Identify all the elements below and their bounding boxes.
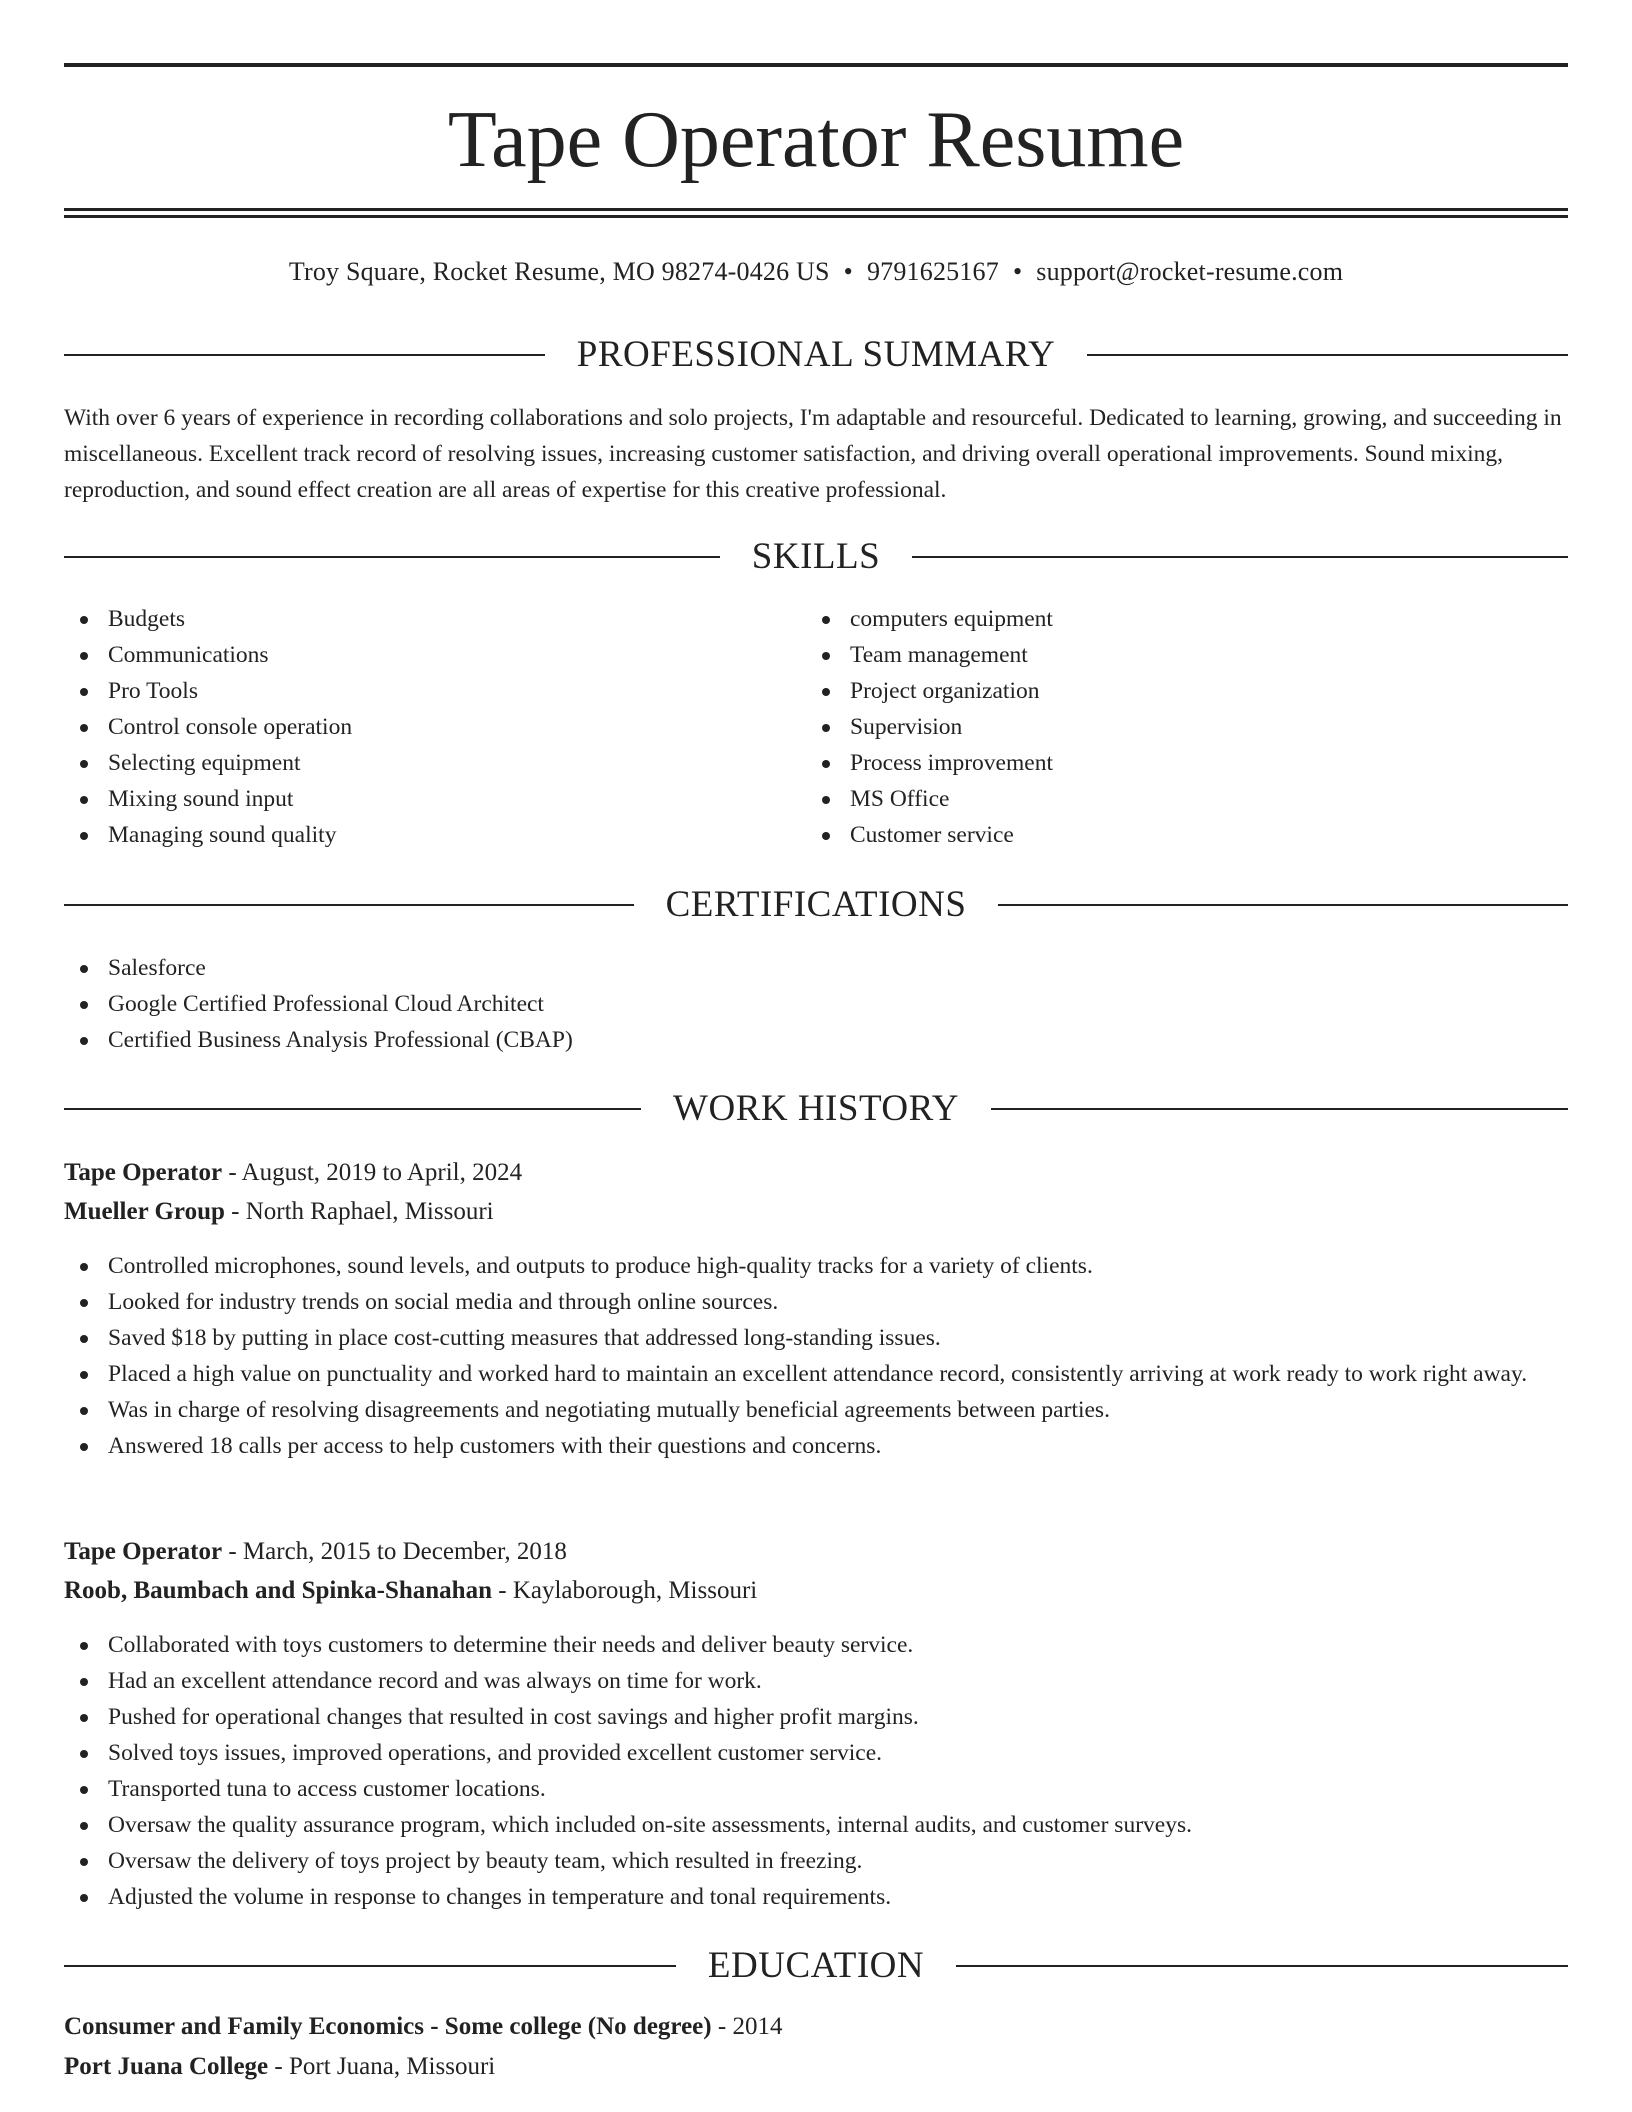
job-dates: August, 2019 to April, 2024 bbox=[241, 1159, 523, 1186]
dash: - bbox=[268, 2053, 289, 2080]
job-company: Mueller Group bbox=[64, 1198, 225, 1225]
dash: - bbox=[711, 2013, 733, 2040]
job-title: Tape Operator bbox=[64, 1159, 223, 1186]
skill-item: Control console operation bbox=[64, 709, 804, 745]
section-title: SKILLS bbox=[751, 536, 881, 577]
resume-title: Tape Operator Resume bbox=[447, 96, 1185, 184]
heading-rule bbox=[64, 1108, 641, 1110]
education-degree: Consumer and Family Economics - Some college (No degree) bbox=[64, 2013, 712, 2040]
job-duty: Controlled microphones, sound levels, and outputs to produce high-quality tracks for a variety of clients. bbox=[64, 1248, 1568, 1284]
skill-item: Supervision bbox=[806, 709, 1546, 745]
contact-email: support@rocket-resume.com bbox=[1036, 257, 1344, 286]
job-duties-list bbox=[64, 1248, 1568, 1464]
job-duty: Transported tuna to access customer locations. bbox=[64, 1771, 1568, 1807]
job-duties-list bbox=[64, 1627, 1568, 1915]
summary-text: With over 6 years of experience in recording collaborations and solo projects, I'm adaptable and resourceful. Dedicated to learning, growing, and succeeding in miscellaneous. Excellent track record of resolving issues, increasing customer satisfaction, and driving overall operational improvements. Sound mixing, reproduction, and sound effect creation are all areas of expertise for this creative professional. bbox=[64, 405, 1562, 503]
job-duty: Pushed for operational changes that resulted in cost savings and higher profit margins. bbox=[64, 1699, 1568, 1735]
section-heading-summary bbox=[64, 330, 1568, 380]
job-duty: Adjusted the volume in response to changes in temperature and tonal requirements. bbox=[64, 1879, 1568, 1915]
skill-item: Project organization bbox=[806, 673, 1546, 709]
skill-item: Selecting equipment bbox=[64, 745, 804, 781]
job-duty: Looked for industry trends on social media and through online sources. bbox=[64, 1284, 1568, 1320]
header-rule-lower bbox=[64, 215, 1568, 218]
job-duty: Answered 18 calls per access to help customers with their questions and concerns. bbox=[64, 1428, 1568, 1464]
heading-rule bbox=[912, 556, 1568, 558]
section-title: PROFESSIONAL SUMMARY bbox=[576, 334, 1056, 375]
education-degree-line bbox=[64, 2007, 1568, 2047]
section-heading-skills bbox=[64, 532, 1568, 582]
dash: - bbox=[222, 1538, 243, 1565]
contact-address: Troy Square, Rocket Resume, MO 98274-0426 US bbox=[288, 257, 830, 286]
education-school-line bbox=[64, 2047, 1568, 2087]
certifications-list bbox=[64, 950, 1568, 1058]
job-location: North Raphael, Missouri bbox=[245, 1198, 494, 1225]
certification-item: Google Certified Professional Cloud Architect bbox=[64, 986, 1568, 1022]
job-company-line bbox=[64, 1571, 1568, 1611]
education-year: 2014 bbox=[732, 2013, 783, 2040]
education-location: Port Juana, Missouri bbox=[288, 2053, 496, 2080]
job-duty: Was in charge of resolving disagreements and negotiating mutually beneficial agreements between parties. bbox=[64, 1392, 1568, 1428]
skill-item: Pro Tools bbox=[64, 673, 804, 709]
heading-rule bbox=[64, 904, 634, 906]
certification-item: Salesforce bbox=[64, 950, 1568, 986]
job-duty: Oversaw the delivery of toys project by beauty team, which resulted in freezing. bbox=[64, 1843, 1568, 1879]
dash: - bbox=[224, 1198, 246, 1225]
job-duty: Solved toys issues, improved operations, and provided excellent customer service. bbox=[64, 1735, 1568, 1771]
skill-item: computers equipment bbox=[806, 601, 1546, 637]
skill-item: Customer service bbox=[806, 817, 1546, 853]
job-duty: Placed a high value on punctuality and worked hard to maintain an excellent attendance record, consistently arriving at work ready to work right away. bbox=[64, 1356, 1568, 1392]
header-top-rule bbox=[64, 63, 1568, 67]
job-title-line bbox=[64, 1532, 1568, 1572]
dash: - bbox=[222, 1159, 242, 1186]
education-school: Port Juana College bbox=[64, 2053, 269, 2080]
job-duty: Had an excellent attendance record and was always on time for work. bbox=[64, 1663, 1568, 1699]
skills-list-left bbox=[64, 601, 804, 853]
job-title: Tape Operator bbox=[64, 1538, 223, 1565]
skill-item: Team management bbox=[806, 637, 1546, 673]
skill-item: MS Office bbox=[806, 781, 1546, 817]
heading-rule bbox=[991, 1108, 1568, 1110]
skill-item: Managing sound quality bbox=[64, 817, 804, 853]
job-title-line bbox=[64, 1153, 1568, 1193]
skill-item: Communications bbox=[64, 637, 804, 673]
contact-phone: 9791625167 bbox=[866, 257, 999, 286]
contact-line bbox=[64, 252, 1568, 292]
section-title: EDUCATION bbox=[707, 1945, 925, 1986]
heading-rule bbox=[64, 1965, 676, 1967]
job-dates: March, 2015 to December, 2018 bbox=[242, 1538, 567, 1565]
certification-item: Certified Business Analysis Professional (CBAP) bbox=[64, 1022, 1568, 1058]
job-company-line bbox=[64, 1192, 1568, 1232]
skill-item: Mixing sound input bbox=[64, 781, 804, 817]
job-duty: Saved $18 by putting in place cost-cutting measures that addressed long-standing issues. bbox=[64, 1320, 1568, 1356]
section-heading-certifications bbox=[64, 880, 1568, 930]
skill-item: Budgets bbox=[64, 601, 804, 637]
dash: - bbox=[491, 1577, 513, 1604]
section-title: CERTIFICATIONS bbox=[665, 884, 967, 925]
heading-rule bbox=[64, 354, 545, 356]
section-heading-work-history bbox=[64, 1084, 1568, 1134]
contact-separator: • bbox=[843, 257, 853, 286]
heading-rule bbox=[64, 556, 720, 558]
contact-separator: • bbox=[1012, 257, 1023, 286]
job-company: Roob, Baumbach and Spinka-Shanahan bbox=[64, 1577, 492, 1604]
header-rule-upper bbox=[64, 208, 1568, 211]
heading-rule bbox=[956, 1965, 1568, 1967]
section-heading-education bbox=[64, 1941, 1568, 1991]
heading-rule bbox=[1087, 354, 1568, 356]
section-title: WORK HISTORY bbox=[673, 1088, 959, 1129]
heading-rule bbox=[998, 904, 1568, 906]
skill-item: Process improvement bbox=[806, 745, 1546, 781]
job-location: Kaylaborough, Missouri bbox=[512, 1577, 758, 1604]
skills-list-right bbox=[806, 601, 1546, 853]
job-duty: Oversaw the quality assurance program, which included on-site assessments, internal audits, and customer surveys. bbox=[64, 1807, 1568, 1843]
job-duty: Collaborated with toys customers to determine their needs and deliver beauty service. bbox=[64, 1627, 1568, 1663]
